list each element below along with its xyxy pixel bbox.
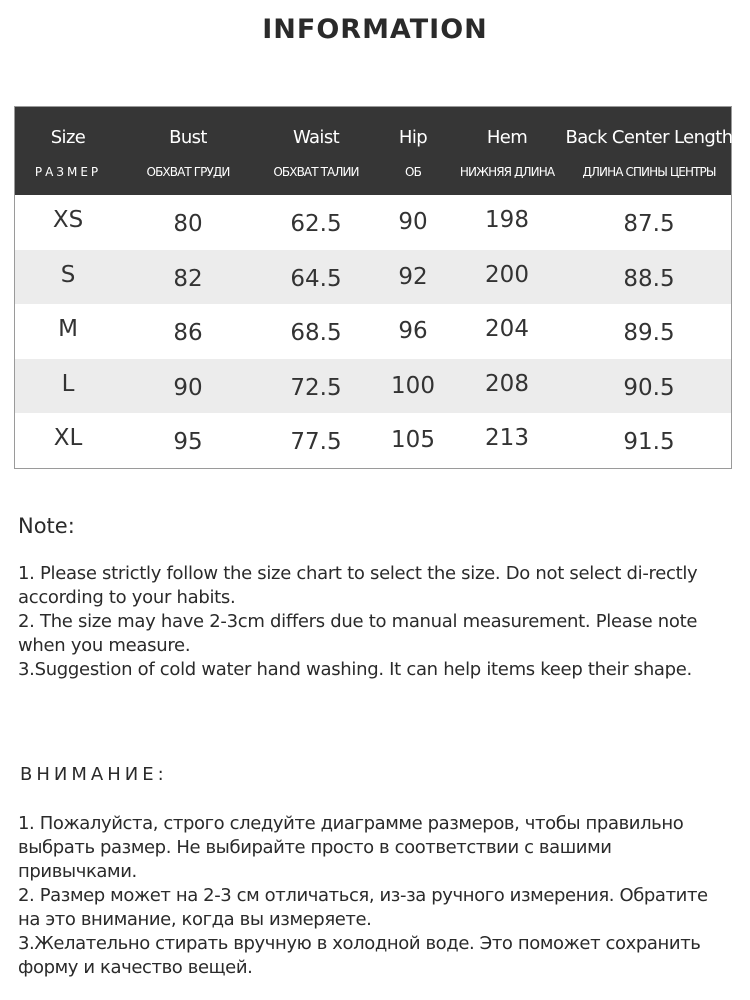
cell-hem: 200 [485, 261, 529, 288]
cell-back-center-length: 89.5 [623, 320, 675, 346]
cell-size: XL [53, 425, 83, 451]
header-size [15, 107, 121, 195]
cell-hem: 198 [485, 207, 529, 233]
table-row [15, 250, 731, 305]
table-row [15, 304, 731, 359]
cell-waist: 77.5 [290, 429, 342, 455]
header-size-label: Size [50, 127, 86, 148]
cell-waist: 62.5 [290, 211, 342, 237]
header-size-label-ru: РАЗМЕР [34, 165, 102, 179]
cell-bust: 82 [173, 265, 203, 292]
cell-hip: 100 [391, 372, 435, 399]
cell-back-center-length: 91.5 [623, 429, 675, 455]
cell-size: M [58, 316, 78, 342]
header-back-center-length [565, 107, 733, 195]
table-body [15, 195, 731, 468]
cell-hem: 204 [485, 316, 529, 342]
header-hip-label-ru: ОБ [405, 165, 421, 179]
cell-bust: 95 [173, 429, 203, 455]
cell-hem: 208 [485, 370, 529, 397]
header-waist [255, 107, 377, 195]
cell-waist: 64.5 [290, 265, 342, 292]
cell-bust: 86 [173, 320, 203, 346]
cell-size: L [61, 370, 75, 397]
note-title: Note: [18, 514, 75, 538]
ru-note-item: 3.Желательно стирать вручную в холодной воде. Это поможет сохранить форму и качество вещей. [18, 933, 701, 978]
header-back-center-length-label-ru: ДЛИНА СПИНЫ ЦЕНТРЫ [582, 165, 716, 179]
header-hem [449, 107, 565, 195]
ru-note-item: 1. Пожалуйста, строго следуйте диаграмме размеров, чтобы правильно выбрать размер. Не выбирайте просто в соответствии с вашими привычками. [18, 813, 684, 882]
cell-back-center-length: 87.5 [623, 211, 675, 237]
header-bust-label-ru: ОБХВАТ ГРУДИ [146, 165, 230, 179]
cell-hip: 92 [398, 263, 428, 290]
header-back-center-length-label: Back Center Length [565, 127, 733, 148]
note-item: 2. The size may have 2-3cm differs due to manual measurement. Please note when you measure. [18, 611, 698, 656]
cell-hem: 213 [485, 425, 529, 451]
header-bust [121, 107, 255, 195]
header-hem-label: Hem [486, 127, 528, 148]
table-row [15, 195, 731, 250]
ru-note-body [18, 812, 730, 980]
header-bust-label: Bust [169, 127, 207, 148]
size-table [14, 106, 732, 469]
cell-back-center-length: 88.5 [623, 265, 675, 292]
header-waist-label-ru: ОБХВАТ ТАЛИИ [273, 165, 359, 179]
header-waist-label: Waist [292, 127, 340, 148]
ru-note-title: ВНИМАНИЕ: [20, 764, 168, 785]
cell-bust: 80 [173, 211, 203, 237]
cell-size: XS [52, 207, 84, 233]
cell-hip: 105 [391, 427, 435, 453]
header-hip-label: Hip [398, 127, 428, 148]
cell-bust: 90 [173, 374, 203, 401]
cell-waist: 72.5 [290, 374, 342, 401]
ru-note-item: 2. Размер может на 2-3 см отличаться, из-за ручного измерения. Обратите на это внимание, когда вы измеряете. [18, 885, 708, 930]
cell-hip: 96 [398, 318, 428, 344]
table-row [15, 359, 731, 414]
table-header [15, 107, 731, 195]
header-hip [377, 107, 449, 195]
cell-size: S [60, 261, 76, 288]
header-hem-label-ru: НИЖНЯЯ ДЛИНА [459, 165, 555, 179]
note-item: 3.Suggestion of cold water hand washing. It can help items keep their shape. [18, 659, 692, 680]
page-title: INFORMATION [262, 14, 488, 45]
note-item: 1. Please strictly follow the size chart to select the size. Do not select di-rectly according to your habits. [18, 563, 698, 608]
table-row [15, 413, 731, 468]
cell-waist: 68.5 [290, 320, 342, 346]
cell-hip: 90 [398, 209, 428, 235]
cell-back-center-length: 90.5 [623, 374, 675, 401]
note-body [18, 562, 718, 682]
